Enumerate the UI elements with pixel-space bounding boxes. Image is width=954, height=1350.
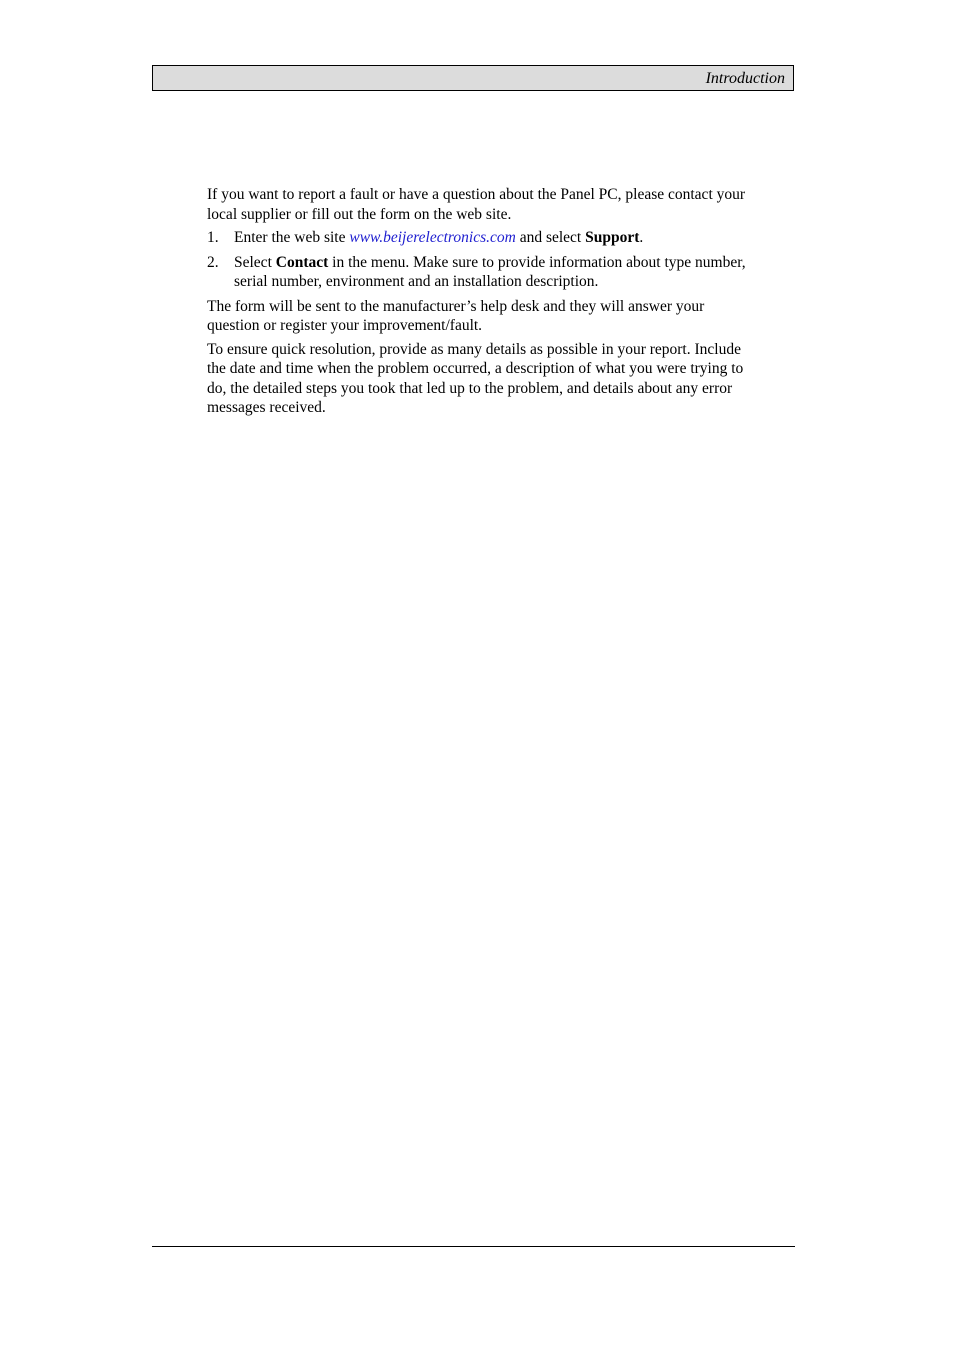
- step-text: Enter the web site: [234, 229, 350, 246]
- step-text: Select: [234, 253, 276, 271]
- resolution-paragraph: To ensure quick resolution, provide as many details as possible in your report. Include the date and time when the problem occurred, a description of what you were trying to do, the detailed steps you took that led up to the problem, and details about any error messages received.: [207, 340, 744, 416]
- help-desk-paragraph: The form will be sent to the manufacturer’s help desk and they will answer your question or register your improvement/fault.: [207, 297, 705, 334]
- section-title: Introduction: [705, 70, 785, 87]
- website-link[interactable]: www.beijerelectronics.com: [349, 229, 516, 246]
- step-text: and select: [515, 229, 586, 246]
- step-number: 2.: [207, 253, 219, 271]
- list-item: [207, 253, 747, 292]
- list-item: [207, 228, 747, 248]
- support-label: Support: [585, 229, 640, 246]
- contact-label: Contact: [275, 253, 329, 271]
- steps-list: [207, 228, 747, 292]
- intro-paragraph: If you want to report a fault or have a question about the Panel PC, please contact your local supplier or fill out the form on the web site.: [207, 186, 746, 223]
- main-content: [207, 185, 747, 422]
- step-text: in the menu. Make sure to provide information about type number, serial number, environment and an installation description.: [234, 253, 746, 290]
- step-number: 1.: [207, 229, 219, 246]
- step-text: .: [639, 229, 644, 246]
- footer-divider: [152, 1246, 795, 1247]
- page-header-bar: [152, 65, 794, 91]
